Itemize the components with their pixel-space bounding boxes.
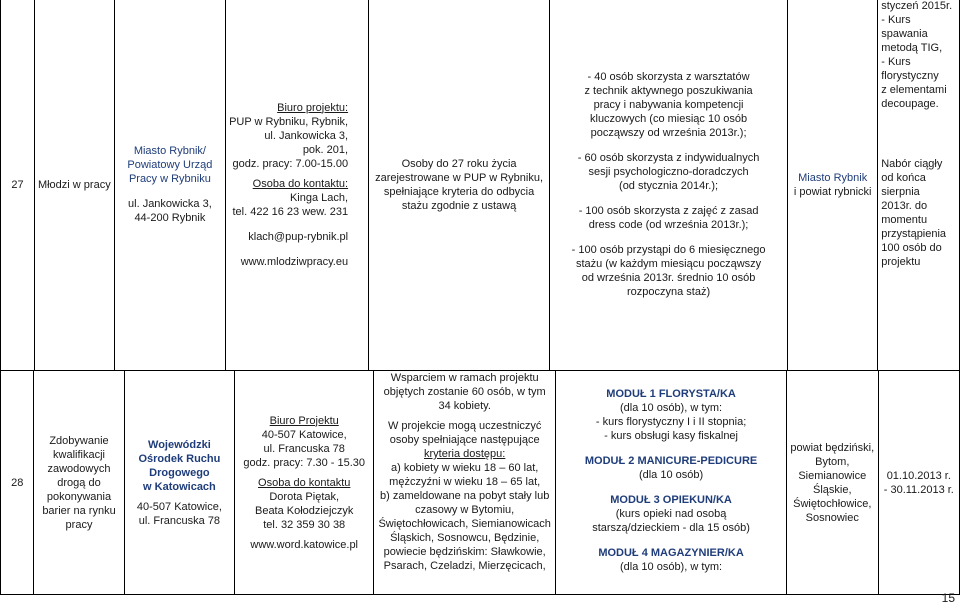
contact-heading: Osoba do kontaktu: bbox=[252, 177, 349, 190]
website-link[interactable]: www.word.katowice.pl bbox=[250, 538, 358, 551]
project-office: Biuro projektu: PUP w Rybniku, Rybnik, ul. Jankowicka 3, pok. 201, godz. pracy: 7.00-15.00 Osoba do kontaktu: Kinga Lach, tel. 422 16 23 wew. 231 klach@pup-rybnik.pl www.mlodziwpracy.eu bbox=[226, 0, 369, 371]
project-dates: 01.10.2013 r. - 30.11.2013 r. bbox=[878, 371, 959, 595]
contact-heading: Osoba do kontaktu bbox=[258, 476, 351, 489]
row-number: 28 bbox=[1, 371, 34, 595]
project-office: Biuro Projektu 40-507 Katowice, ul. Francuska 78 godz. pracy: 7.30 - 15.30 Osoba do kontaktu Dorota Piętak, Beata Kołodziejczyk tel. 32 359 30 38 www.word.katowice.pl bbox=[235, 371, 374, 595]
project-table-row-28 bbox=[0, 370, 960, 595]
project-name: Młodzi w pracy bbox=[34, 0, 114, 371]
project-results: - 40 osób skorzysta z warsztatów z technik aktywnego poszukiwania pracy i nabywania kompetencji kluczowych (co miesiąc 10 osób począwszy od września 2013r.); - 60 osób skorzysta z indywidualnych sesji psychologiczno-doradczych (od stycznia 2014r.); - 100 osób skorzysta z zajęć z zasad dress code (od września 2013r.); - 100 osób przystąpi do 6 miesięcznego stażu (w każdym miesiącu począwszy od września 2013r. średnio 10 osób rozpoczyna staż) bbox=[550, 0, 788, 371]
email-link[interactable]: klach@pup-rybnik.pl bbox=[248, 230, 349, 243]
project-area: powiat będziński, Bytom, Siemianowice Śląskie, Świętochłowice, Sosnowiec bbox=[786, 371, 878, 595]
project-area: Miasto Rybnik i powiat rybnicki bbox=[788, 0, 878, 371]
website-link[interactable]: www.mlodziwpracy.eu bbox=[240, 255, 349, 268]
target-group: Osoby do 27 roku życia zarejestrowane w PUP w Rybniku, spełniające kryteria do odbycia stażu zgodnie z ustawą bbox=[369, 0, 550, 371]
page-number: 15 bbox=[941, 591, 955, 605]
target-group: Wsparciem w ramach projektu objętych zostanie 60 osób, w tym 34 kobiety. W projekcie mogą uczestniczyć osoby spełniające następujące kryteria dostępu: a) kobiety w wieku 18 – 60 lat, mężczyźni w wieku 18 – 65 lat, b) zameldowane na pobyt stały lub czasowy w Bytomiu, Świętochłowicach, Siemianowicach Śląskich, Sosnowcu, Będzinie, powiecie będzińskim: Sławkowie, Psarach, Czeladzi, Mierzęcicach, bbox=[374, 371, 556, 595]
training-modules: MODUŁ 1 FLORYSTA/KA (dla 10 osób), w tym: - kurs florystyczny I i II stopnia; - kurs obsługi kasy fiskalnej MODUŁ 2 MANICURE-PEDICURE (dla 10 osób) MODUŁ 3 OPIEKUN/KA (kurs opieki nad osobą starszą/dzieckiem - dla 15 osób) MODUŁ 4 MAGAZYNIER/KA (dla 10 osób), w tym: bbox=[556, 371, 787, 595]
project-leader: Wojewódzki Ośrodek Ruchu Drogowego w Katowicach 40-507 Katowice, ul. Francuska 78 bbox=[124, 371, 235, 595]
row-number: 27 bbox=[1, 0, 35, 371]
project-name: Zdobywanie kwalifikacji zawodowych drogą do pokonywania barier na rynku pracy bbox=[34, 371, 124, 595]
project-leader: Miasto Rybnik/ Powiatowy Urząd Pracy w Rybniku ul. Jankowicka 3, 44-200 Rybnik bbox=[114, 0, 225, 371]
project-notes: styczeń 2015r. - Kurs spawania metodą TIG, - Kurs florystyczny z elementami decoupage. Nabór ciągły od końca sierpnia 2013r. do momentu przystąpienia 100 osób do projektu bbox=[878, 0, 960, 371]
